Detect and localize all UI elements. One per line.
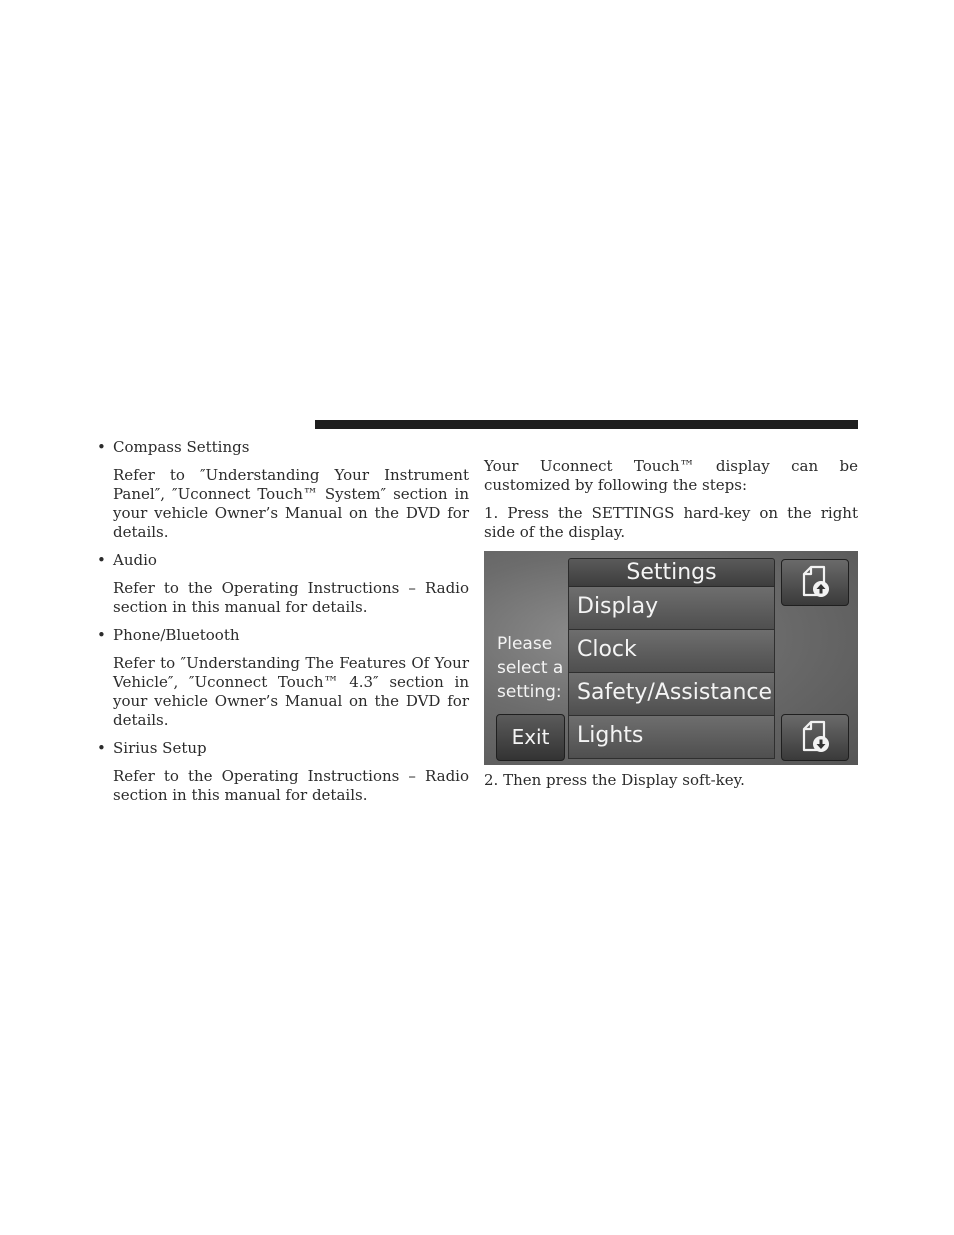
menu-item-display[interactable]: Display (568, 587, 775, 630)
menu-item-lights[interactable]: Lights (568, 716, 775, 759)
list-item (97, 551, 469, 617)
page-up-button[interactable] (781, 559, 849, 606)
page-down-icon (800, 720, 832, 754)
settings-screen-image (484, 551, 858, 765)
bullet-icon: • (97, 551, 106, 569)
menu-item-clock[interactable]: Clock (568, 630, 775, 673)
item-title: Compass Settings (113, 438, 250, 456)
header-rule (315, 420, 858, 429)
item-description: Refer to the Operating Instructions – Radio section in this manual for details. (113, 579, 469, 616)
list-item (97, 438, 469, 542)
select-prompt: Please select a setting: (497, 634, 564, 702)
page-down-button[interactable] (781, 714, 849, 761)
left-column (97, 438, 469, 814)
list-item (97, 739, 469, 805)
item-title: Audio (113, 551, 157, 569)
right-column (484, 457, 858, 799)
item-title: Phone/Bluetooth (113, 626, 240, 644)
step-1-text: 1. Press the SETTINGS hard-key on the right side of the display. (484, 504, 858, 541)
intro-text: Your Uconnect Touch™ display can be customized by following the steps: (484, 457, 858, 494)
menu-title: Settings (568, 558, 775, 587)
bullet-icon: • (97, 438, 106, 456)
settings-menu (568, 558, 775, 759)
item-description: Refer to ″Understanding The Features Of Your Vehicle″, ″Uconnect Touch™ 4.3″ section in your vehicle Owner’s Manual on the DVD for details. (113, 654, 469, 729)
menu-item-safety-assistance[interactable]: Safety/Assistance (568, 673, 775, 716)
bullet-icon: • (97, 626, 106, 644)
page-up-icon (800, 565, 832, 599)
exit-button[interactable]: Exit (496, 714, 565, 761)
item-description: Refer to ″Understanding Your Instrument Panel″, ″Uconnect Touch™ System″ section in your vehicle Owner’s Manual on the DVD for details. (113, 466, 469, 541)
bullet-icon: • (97, 739, 106, 757)
list-item (97, 626, 469, 730)
step-2-text: 2. Then press the Display soft-key. (484, 771, 745, 789)
item-description: Refer to the Operating Instructions – Radio section in this manual for details. (113, 767, 469, 804)
item-title: Sirius Setup (113, 739, 207, 757)
